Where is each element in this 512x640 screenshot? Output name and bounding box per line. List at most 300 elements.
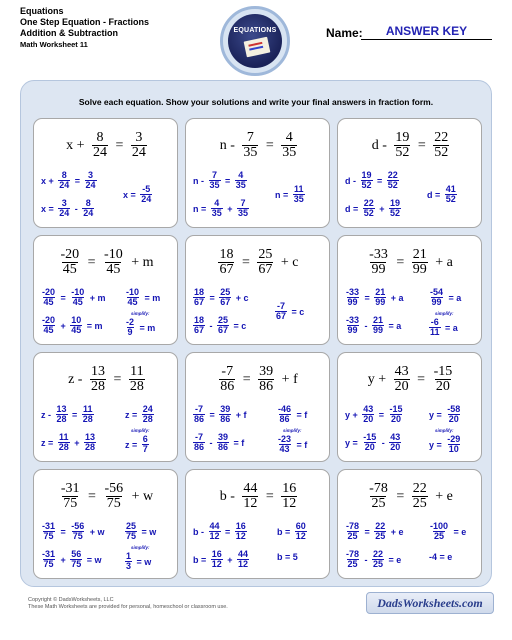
numerator: 13 [85, 432, 96, 442]
fraction [237, 199, 249, 218]
fraction [345, 316, 360, 335]
numerator: -23 [278, 434, 292, 444]
fraction [368, 248, 389, 277]
expression-text: y + [345, 409, 361, 420]
denominator: 20 [364, 442, 375, 452]
denominator: 7 [142, 444, 148, 454]
denominator: 35 [209, 180, 220, 190]
denominator: 12 [243, 496, 258, 511]
numerator: 16 [235, 521, 246, 531]
problem-card [185, 118, 330, 228]
numerator: 44 [209, 521, 220, 531]
numerator: -2 [126, 317, 135, 327]
solution-step-1 [40, 288, 107, 307]
problem-equation [186, 482, 331, 511]
expression-text: y = [429, 409, 445, 420]
fraction [211, 550, 223, 569]
denominator: 99 [412, 262, 427, 277]
numerator: 3 [88, 170, 94, 180]
fraction [41, 550, 56, 569]
denominator: 24 [93, 145, 107, 160]
expression-text: y + [367, 371, 390, 387]
denominator: 25 [347, 559, 358, 569]
fraction [218, 248, 234, 277]
fraction [217, 433, 229, 452]
fraction [445, 185, 457, 204]
numerator: 18 [219, 247, 234, 262]
fraction [58, 433, 70, 452]
numerator: -31 [42, 549, 56, 559]
expression-text: + a [388, 292, 404, 303]
numerator: -54 [430, 287, 444, 297]
expression-text: + f [278, 371, 298, 387]
fraction [142, 435, 149, 454]
denominator: 12 [295, 531, 306, 541]
numerator: -78 [369, 481, 388, 496]
expression-text: z - [68, 371, 86, 387]
problem-equation [34, 482, 179, 511]
numerator: 22 [412, 481, 427, 496]
denominator: 25 [375, 531, 386, 541]
expression-text: - [379, 437, 388, 448]
expression-text: = a [386, 320, 402, 331]
denominator: 67 [219, 262, 234, 277]
expression-text: x + [66, 137, 88, 153]
problem-equation [186, 248, 331, 277]
fraction [235, 522, 247, 541]
expression-text: = [239, 371, 255, 387]
denominator: 45 [71, 325, 82, 335]
expression-text: = f [231, 437, 245, 448]
expression-text: = [222, 175, 233, 186]
fraction [242, 482, 258, 511]
fraction [345, 522, 360, 541]
denominator: 99 [347, 325, 358, 335]
expression-text: + w [128, 488, 154, 504]
denominator: 25 [373, 559, 384, 569]
footer [28, 597, 228, 611]
expression-text: = e [451, 526, 467, 537]
fraction [295, 522, 307, 541]
expression-text: + e [388, 526, 404, 537]
denominator: 24 [131, 145, 146, 160]
numerator: 11 [83, 404, 93, 414]
denominator: 86 [220, 379, 235, 394]
fraction [374, 522, 386, 541]
denominator: 12 [238, 559, 249, 569]
denominator: 28 [90, 379, 105, 394]
numerator: 6 [142, 434, 148, 444]
fraction [84, 433, 96, 452]
expression-text: = m [84, 320, 103, 331]
fraction [429, 318, 441, 337]
expression-text: + f [233, 409, 247, 420]
numerator: -20 [42, 315, 56, 325]
denominator: 86 [194, 414, 205, 424]
chalkboard-icon [244, 37, 271, 58]
denominator: 3 [126, 561, 132, 571]
numerator: 60 [295, 521, 306, 531]
fraction [60, 482, 81, 511]
denominator: 28 [58, 442, 69, 452]
fraction [362, 433, 377, 452]
numerator: 22 [363, 198, 374, 208]
denominator: 67 [194, 325, 205, 335]
fraction [374, 288, 386, 307]
fraction [394, 365, 410, 394]
fraction [56, 405, 68, 424]
problem-equation [338, 482, 483, 511]
expression-text: b = [277, 526, 293, 537]
expression-text: d = [427, 189, 443, 200]
problem-card [185, 235, 330, 345]
solution-step-2 [40, 550, 103, 569]
problem-card [185, 352, 330, 462]
denominator: 67 [220, 297, 231, 307]
denominator: 75 [43, 559, 54, 569]
name-label: Name: [326, 26, 363, 40]
expression-text: - [207, 320, 216, 331]
problem-equation [338, 248, 483, 277]
numerator: 10 [71, 315, 82, 325]
denominator: 12 [211, 559, 222, 569]
header-title: Equations [20, 6, 64, 16]
denominator: 52 [363, 208, 374, 218]
denominator: 99 [431, 297, 442, 307]
expression-text: = [414, 137, 430, 153]
numerator: 8 [85, 198, 91, 208]
expression-text: = a [442, 322, 458, 333]
fraction [193, 288, 205, 307]
numerator: 41 [445, 184, 456, 194]
fraction [70, 288, 85, 307]
name-field-line [361, 39, 492, 40]
denominator: 20 [390, 442, 401, 452]
numerator: 3 [61, 198, 67, 208]
expression-text: = [392, 488, 408, 504]
problem-card [337, 469, 482, 579]
fraction [394, 131, 410, 160]
expression-text: z = [125, 439, 140, 450]
expression-text: x + [41, 175, 57, 186]
final-answer [124, 435, 150, 454]
expression-text: - [362, 320, 371, 331]
fraction [219, 288, 231, 307]
denominator: 24 [141, 194, 152, 204]
solution-step-1 [192, 405, 248, 424]
numerator: 4 [285, 130, 293, 145]
fraction [293, 185, 305, 204]
solution-step-1 [344, 171, 400, 190]
fraction [41, 316, 56, 335]
numerator: 21 [375, 287, 386, 297]
numerator: 44 [238, 549, 249, 559]
expression-text: -4 = e [429, 552, 453, 562]
expression-text: b = 5 [277, 552, 298, 562]
denominator: 35 [211, 208, 222, 218]
fraction [125, 288, 140, 307]
numerator: 22 [375, 521, 386, 531]
denominator: 28 [82, 414, 93, 424]
expression-text: = m [142, 292, 161, 303]
expression-text: = [222, 526, 233, 537]
numerator: -10 [126, 287, 140, 297]
denominator: 12 [209, 531, 220, 541]
fraction [389, 199, 401, 218]
denominator: 25 [371, 496, 386, 511]
answer-unsimplified [276, 405, 308, 424]
problem-equation [186, 131, 331, 160]
numerator: 43 [363, 404, 374, 414]
problem-card [185, 469, 330, 579]
expression-text: n - [219, 137, 239, 153]
denominator: 20 [435, 379, 450, 394]
expression-text: = [362, 292, 373, 303]
denominator: 67 [258, 262, 273, 277]
numerator: -20 [42, 287, 56, 297]
answer-unsimplified [276, 522, 308, 541]
fraction [429, 288, 444, 307]
problem-card [337, 352, 482, 462]
final-answer [428, 435, 462, 454]
numerator: -31 [60, 481, 80, 496]
numerator: 7 [246, 130, 254, 145]
fraction [103, 482, 124, 511]
solution-step-2 [344, 433, 402, 452]
expression-text: = [376, 409, 387, 420]
denominator: 9 [127, 327, 133, 337]
denominator: 24 [59, 180, 70, 190]
fraction [85, 171, 97, 190]
denominator: 86 [279, 414, 290, 424]
denominator: 25 [434, 531, 445, 541]
expression-text: = [58, 526, 69, 537]
expression-text: d - [345, 175, 359, 186]
expression-text: = c [289, 306, 305, 317]
expression-text: = e [386, 554, 402, 565]
numerator: -33 [369, 247, 388, 262]
answer-key-label: ANSWER KEY [385, 24, 468, 38]
fraction [193, 405, 205, 424]
solution-step-1 [40, 405, 95, 424]
numerator: 4 [238, 170, 244, 180]
problem-equation [338, 365, 483, 394]
numerator: 43 [394, 364, 409, 379]
expression-text: - [362, 554, 371, 565]
denominator: 75 [43, 531, 54, 541]
dadsworksheets-logo: DadsWorksheets.com [366, 592, 494, 614]
expression-text: = [362, 526, 373, 537]
answer-unsimplified [124, 522, 157, 541]
fraction [235, 171, 247, 190]
numerator: 19 [361, 170, 372, 180]
denominator: 75 [63, 496, 78, 511]
denominator: 52 [390, 208, 401, 218]
expression-text: = [72, 175, 83, 186]
numerator: -100 [430, 521, 449, 531]
denominator: 20 [448, 414, 459, 424]
numerator: 16 [211, 549, 222, 559]
expression-text: = [238, 254, 254, 270]
problem-card [33, 469, 178, 579]
numerator: -10 [104, 247, 123, 262]
numerator: 18 [194, 287, 205, 297]
denominator: 52 [434, 145, 449, 160]
answer-unsimplified [428, 522, 467, 541]
denominator: 52 [361, 180, 372, 190]
simplify-label: simplify: [435, 428, 454, 433]
denominator: 45 [43, 325, 54, 335]
fraction [125, 552, 132, 571]
expression-text: + a [431, 254, 453, 270]
usage-note: These Math Worksheets are provided for personal, homeschool or classroom use. [28, 604, 228, 610]
fraction [277, 405, 292, 424]
answer-unsimplified [124, 405, 155, 424]
copyright-text: Copyright © DadsWorksheets, LLC [28, 597, 114, 603]
numerator: -20 [60, 247, 80, 262]
expression-text: = [109, 371, 125, 387]
fraction [389, 433, 401, 452]
denominator: 99 [373, 325, 384, 335]
numerator: 43 [390, 432, 401, 442]
expression-text: = w [134, 556, 152, 567]
denominator: 43 [279, 444, 290, 454]
fraction [429, 522, 449, 541]
expression-text: + [71, 437, 83, 448]
expression-text: = [58, 292, 69, 303]
numerator: 13 [90, 364, 105, 379]
denominator: 35 [282, 145, 297, 160]
numerator: 25 [220, 287, 231, 297]
denominator: 67 [218, 325, 229, 335]
final-answer [274, 302, 305, 321]
problem-equation [186, 365, 331, 394]
expression-text: - [207, 437, 216, 448]
solution-step-2 [40, 433, 97, 452]
numerator: 21 [412, 247, 427, 262]
expression-text: n = [275, 189, 291, 200]
expression-text: z - [41, 409, 54, 420]
expression-text: d - [371, 137, 391, 153]
solution-step-2 [192, 199, 250, 218]
denominator: 35 [238, 208, 249, 218]
simplify-label: simplify: [131, 311, 150, 316]
final-answer [124, 552, 152, 571]
solution-step-1 [40, 522, 106, 541]
denominator: 45 [127, 297, 138, 307]
numerator: 39 [220, 404, 231, 414]
numerator: 21 [373, 315, 384, 325]
solution-step-1 [192, 288, 250, 307]
numerator: 7 [212, 170, 218, 180]
fraction [219, 365, 235, 394]
denominator: 11 [430, 327, 440, 337]
problem-equation [338, 131, 483, 160]
numerator: -10 [71, 287, 85, 297]
fraction [281, 131, 297, 160]
fraction [275, 302, 287, 321]
fraction [237, 550, 249, 569]
fraction [92, 131, 108, 160]
fraction [389, 405, 404, 424]
expression-text: x = [41, 203, 57, 214]
final-answer [428, 318, 459, 337]
denominator: 45 [62, 262, 77, 277]
fraction [219, 405, 231, 424]
fraction [412, 482, 428, 511]
numerator: 39 [218, 432, 229, 442]
expression-text: d = [345, 203, 361, 214]
denominator: 45 [72, 297, 83, 307]
numerator: -33 [346, 287, 360, 297]
expression-text: = a [446, 292, 462, 303]
problem-card [33, 352, 178, 462]
numerator: -31 [42, 521, 56, 531]
numerator: -78 [346, 549, 360, 559]
solution-step-2 [40, 199, 95, 218]
fraction [193, 316, 205, 335]
numerator: 16 [282, 481, 297, 496]
fraction [345, 550, 360, 569]
numerator: 8 [96, 130, 104, 145]
numerator: -15 [433, 364, 453, 379]
fraction [103, 248, 124, 277]
denominator: 24 [85, 180, 96, 190]
expression-text: + [376, 203, 388, 214]
expression-text: = [413, 371, 429, 387]
expression-text: n - [193, 175, 207, 186]
denominator: 28 [142, 414, 153, 424]
denominator: 45 [106, 262, 121, 277]
final-answer [276, 435, 308, 454]
fraction [58, 171, 70, 190]
simplify-label: simplify: [435, 311, 454, 316]
expression-text: z = [125, 409, 140, 420]
fraction [58, 199, 70, 218]
numerator: -7 [195, 404, 204, 414]
denominator: 86 [218, 442, 229, 452]
solution-step-2 [192, 316, 247, 335]
denominator: 86 [259, 379, 274, 394]
expression-text: + w [87, 526, 105, 537]
worksheet-header [20, 6, 149, 51]
fraction [211, 199, 223, 218]
denominator: 35 [293, 194, 304, 204]
problem-card [337, 118, 482, 228]
numerator: 25 [258, 247, 273, 262]
numerator: 7 [240, 198, 246, 208]
denominator: 75 [72, 531, 83, 541]
numerator: 11 [59, 432, 69, 442]
expression-text: n = [193, 203, 209, 214]
numerator: -56 [104, 481, 124, 496]
fraction [433, 365, 454, 394]
numerator: -15 [389, 404, 403, 414]
fraction [193, 433, 205, 452]
simplify-label: simplify: [131, 545, 150, 550]
expression-text: y = [345, 437, 361, 448]
final-answer [276, 552, 299, 562]
fraction [446, 405, 461, 424]
numerator: 56 [71, 549, 82, 559]
fraction [387, 171, 399, 190]
expression-text: = [262, 137, 278, 153]
denominator: 12 [282, 496, 297, 511]
denominator: 28 [56, 414, 67, 424]
solution-step-2 [344, 316, 402, 335]
simplify-label: simplify: [283, 428, 302, 433]
denominator: 25 [412, 496, 427, 511]
